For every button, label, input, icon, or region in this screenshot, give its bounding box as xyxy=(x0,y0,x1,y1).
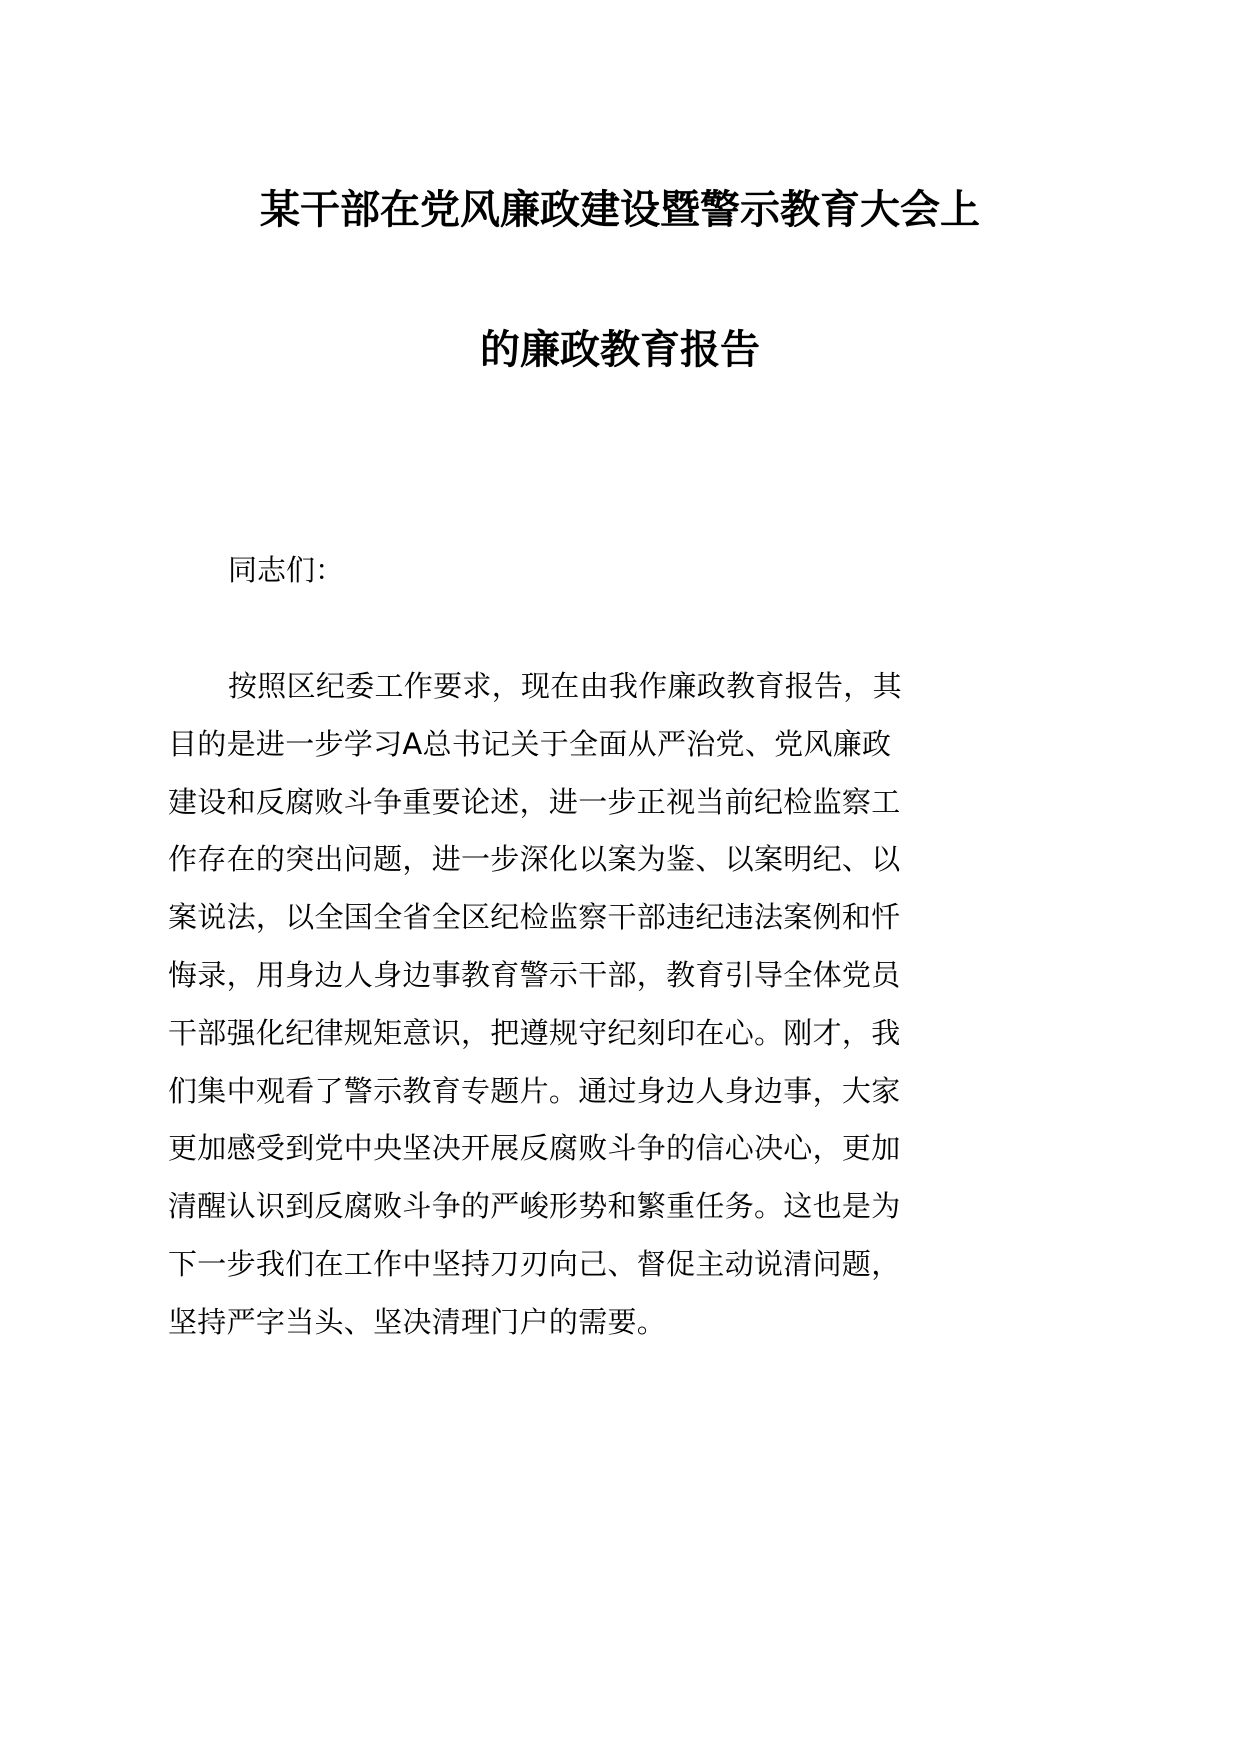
document-title-line-2: 的廉政教育报告 xyxy=(480,327,760,373)
paragraph-line: 坚持严字当头、坚决清理门户的需要。 xyxy=(168,1304,667,1339)
paragraph-1 xyxy=(168,664,943,1358)
paragraph-line: 建设和反腐败斗争重要论述，进一步正视当前纪检监察工 xyxy=(168,784,901,819)
document-title-line-1: 某干部在党风廉政建设暨警示教育大会上 xyxy=(260,187,980,233)
salutation: 同志们： xyxy=(228,553,345,587)
paragraph-line: 目的是进一步学习A总书记关于全面从严治党、党风廉政 xyxy=(168,726,892,761)
paragraph-line: 悔录，用身边人身边事教育警示干部，教育引导全体党员 xyxy=(168,957,901,992)
paragraph-line: 案说法，以全国全省全区纪检监察干部违纪违法案例和忏 xyxy=(168,900,901,935)
paragraph-line: 干部强化纪律规矩意识，把遵规守纪刻印在心。刚才，我 xyxy=(168,1015,901,1050)
paragraph-line: 清醒认识到反腐败斗争的严峻形势和繁重任务。这也是为 xyxy=(168,1189,901,1224)
paragraph-line: 按照区纪委工作要求，现在由我作廉政教育报告，其 xyxy=(228,669,902,703)
paragraph-line: 们集中观看了警示教育专题片。通过身边人身边事，大家 xyxy=(168,1073,901,1108)
paragraph-line: 更加感受到党中央坚决开展反腐败斗争的信心决心，更加 xyxy=(168,1131,901,1166)
paragraph-line: 作存在的突出问题，进一步深化以案为鉴、以案明纪、以 xyxy=(168,842,901,877)
paragraph-line: 下一步我们在工作中坚持刀刃向己、督促主动说清问题， xyxy=(168,1246,901,1281)
